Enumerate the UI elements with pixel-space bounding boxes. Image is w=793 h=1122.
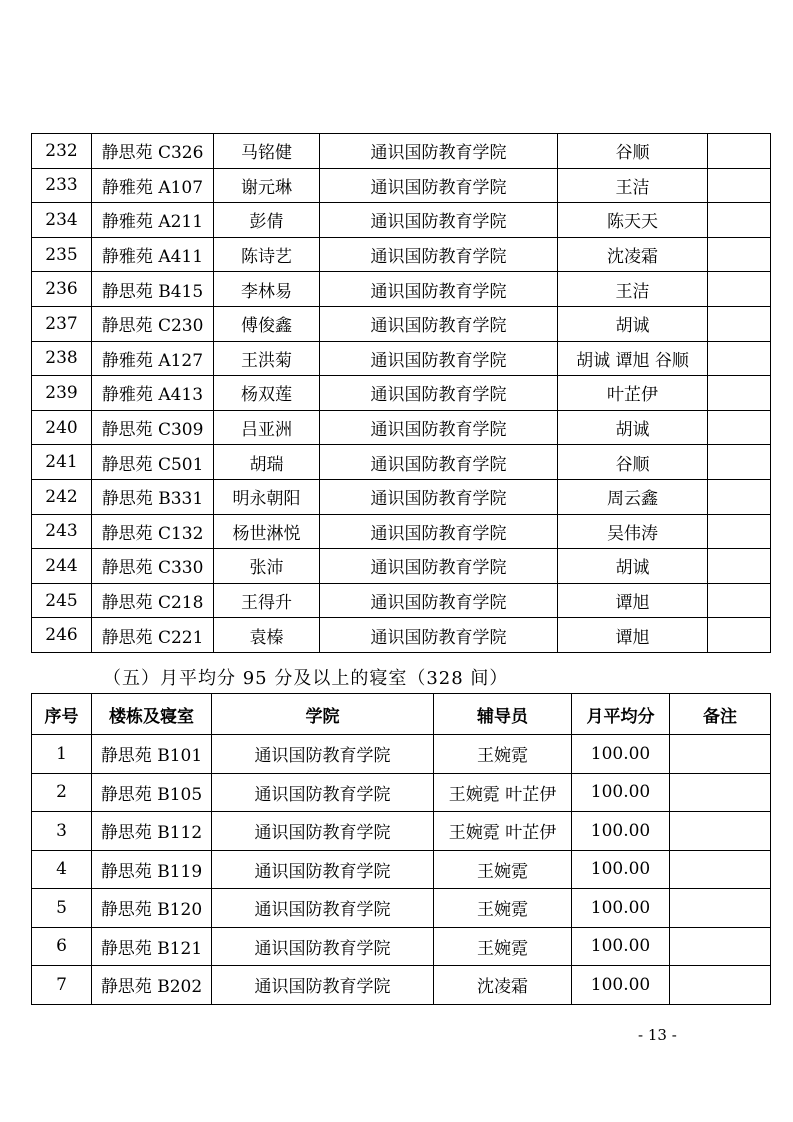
cell-remarks (670, 850, 771, 889)
cell-college: 通识国防教育学院 (320, 376, 558, 411)
cell-name: 明永朝阳 (214, 479, 320, 514)
cell-index: 2 (32, 773, 92, 812)
cell-index: 235 (32, 237, 92, 272)
cell-building-room: 静思苑 B119 (92, 850, 212, 889)
cell-college: 通识国防教育学院 (320, 618, 558, 653)
cell-college: 通识国防教育学院 (320, 410, 558, 445)
cell-name: 陈诗艺 (214, 237, 320, 272)
cell-index: 239 (32, 376, 92, 411)
cell-counselor: 王婉霓 (434, 850, 572, 889)
cell-college: 通识国防教育学院 (212, 889, 434, 928)
cell-monthly-average: 100.00 (572, 773, 670, 812)
cell-building-room: 静雅苑 A413 (92, 376, 214, 411)
cell-counselor: 谭旭 (558, 583, 708, 618)
cell-college: 通识国防教育学院 (320, 341, 558, 376)
cell-name: 杨世淋悦 (214, 514, 320, 549)
table-row (32, 850, 771, 889)
cell-building-room: 静思苑 C501 (92, 445, 214, 480)
cell-counselor: 王婉霓 (434, 889, 572, 928)
cell-remarks (708, 479, 771, 514)
cell-building-room: 静思苑 B415 (92, 272, 214, 307)
cell-counselor: 谷顺 (558, 134, 708, 169)
cell-college: 通识国防教育学院 (320, 203, 558, 238)
cell-remarks (708, 618, 771, 653)
cell-index: 7 (32, 966, 92, 1005)
high-score-dormitory-table (31, 693, 771, 1005)
cell-remarks (708, 203, 771, 238)
table-row (32, 134, 771, 169)
cell-name: 张沛 (214, 549, 320, 584)
cell-building-room: 静思苑 B101 (92, 735, 212, 774)
cell-counselor: 胡诚 谭旭 谷顺 (558, 341, 708, 376)
cell-index: 243 (32, 514, 92, 549)
cell-college: 通识国防教育学院 (320, 306, 558, 341)
cell-college: 通识国防教育学院 (212, 773, 434, 812)
table-row (32, 966, 771, 1005)
table-row (32, 376, 771, 411)
header-index: 序号 (32, 694, 92, 735)
cell-counselor: 王婉霓 (434, 735, 572, 774)
cell-college: 通识国防教育学院 (212, 850, 434, 889)
cell-college: 通识国防教育学院 (320, 134, 558, 169)
cell-index: 4 (32, 850, 92, 889)
header-remarks: 备注 (670, 694, 771, 735)
cell-counselor: 王洁 (558, 272, 708, 307)
cell-building-room: 静思苑 C221 (92, 618, 214, 653)
cell-name: 傅俊鑫 (214, 306, 320, 341)
table-row (32, 272, 771, 307)
cell-index: 233 (32, 168, 92, 203)
table-row (32, 410, 771, 445)
cell-remarks (708, 306, 771, 341)
cell-remarks (670, 889, 771, 928)
cell-college: 通识国防教育学院 (320, 272, 558, 307)
cell-counselor: 陈天天 (558, 203, 708, 238)
cell-remarks (708, 583, 771, 618)
cell-index: 242 (32, 479, 92, 514)
cell-building-room: 静思苑 C326 (92, 134, 214, 169)
cell-index: 244 (32, 549, 92, 584)
cell-remarks (708, 410, 771, 445)
table-row (32, 812, 771, 851)
cell-name: 马铭健 (214, 134, 320, 169)
cell-building-room: 静思苑 B105 (92, 773, 212, 812)
cell-monthly-average: 100.00 (572, 850, 670, 889)
cell-building-room: 静思苑 C218 (92, 583, 214, 618)
cell-counselor: 王婉霓 叶芷伊 (434, 812, 572, 851)
cell-name: 王洪菊 (214, 341, 320, 376)
cell-counselor: 叶芷伊 (558, 376, 708, 411)
cell-index: 234 (32, 203, 92, 238)
cell-remarks (708, 272, 771, 307)
cell-counselor: 王洁 (558, 168, 708, 203)
table-row (32, 341, 771, 376)
cell-building-room: 静思苑 C230 (92, 306, 214, 341)
cell-counselor: 周云鑫 (558, 479, 708, 514)
cell-counselor: 沈凌霜 (558, 237, 708, 272)
cell-remarks (670, 927, 771, 966)
cell-remarks (708, 168, 771, 203)
cell-index: 3 (32, 812, 92, 851)
table-row (32, 618, 771, 653)
cell-building-room: 静思苑 B331 (92, 479, 214, 514)
table-row (32, 549, 771, 584)
cell-remarks (708, 549, 771, 584)
cell-counselor: 沈凌霜 (434, 966, 572, 1005)
table-row (32, 306, 771, 341)
cell-name: 谢元琳 (214, 168, 320, 203)
cell-counselor: 谷顺 (558, 445, 708, 480)
table-row (32, 735, 771, 774)
cell-building-room: 静思苑 B112 (92, 812, 212, 851)
cell-counselor: 吴伟涛 (558, 514, 708, 549)
cell-index: 245 (32, 583, 92, 618)
cell-remarks (708, 376, 771, 411)
dormitory-table-continued (31, 133, 771, 653)
cell-remarks (670, 812, 771, 851)
cell-index: 238 (32, 341, 92, 376)
cell-name: 袁榛 (214, 618, 320, 653)
cell-name: 杨双莲 (214, 376, 320, 411)
header-monthly-average: 月平均分 (572, 694, 670, 735)
table-header-row (32, 694, 771, 735)
cell-index: 232 (32, 134, 92, 169)
cell-college: 通识国防教育学院 (320, 514, 558, 549)
cell-remarks (708, 341, 771, 376)
table-row (32, 927, 771, 966)
cell-name: 王得升 (214, 583, 320, 618)
cell-college: 通识国防教育学院 (212, 966, 434, 1005)
cell-building-room: 静雅苑 A211 (92, 203, 214, 238)
cell-building-room: 静思苑 C309 (92, 410, 214, 445)
cell-name: 吕亚洲 (214, 410, 320, 445)
table-row (32, 168, 771, 203)
cell-remarks (670, 773, 771, 812)
cell-name: 李林易 (214, 272, 320, 307)
cell-counselor: 谭旭 (558, 618, 708, 653)
cell-index: 1 (32, 735, 92, 774)
cell-remarks (670, 966, 771, 1005)
cell-counselor: 王婉霓 (434, 927, 572, 966)
table-row (32, 583, 771, 618)
cell-remarks (708, 237, 771, 272)
cell-index: 240 (32, 410, 92, 445)
header-building-room: 楼栋及寝室 (92, 694, 212, 735)
cell-remarks (708, 514, 771, 549)
cell-counselor: 胡诚 (558, 410, 708, 445)
cell-college: 通识国防教育学院 (320, 445, 558, 480)
cell-college: 通识国防教育学院 (212, 812, 434, 851)
cell-college: 通识国防教育学院 (212, 735, 434, 774)
cell-building-room: 静思苑 B121 (92, 927, 212, 966)
cell-monthly-average: 100.00 (572, 735, 670, 774)
header-college: 学院 (212, 694, 434, 735)
cell-counselor: 胡诚 (558, 306, 708, 341)
cell-monthly-average: 100.00 (572, 966, 670, 1005)
cell-building-room: 静思苑 B202 (92, 966, 212, 1005)
cell-building-room: 静雅苑 A411 (92, 237, 214, 272)
cell-index: 5 (32, 889, 92, 928)
cell-index: 246 (32, 618, 92, 653)
cell-college: 通识国防教育学院 (320, 168, 558, 203)
cell-counselor: 胡诚 (558, 549, 708, 584)
cell-college: 通识国防教育学院 (320, 549, 558, 584)
cell-monthly-average: 100.00 (572, 927, 670, 966)
cell-name: 彭倩 (214, 203, 320, 238)
cell-building-room: 静雅苑 A127 (92, 341, 214, 376)
page-number: - 13 - (638, 1026, 677, 1044)
table-row (32, 773, 771, 812)
cell-index: 236 (32, 272, 92, 307)
cell-remarks (708, 445, 771, 480)
cell-college: 通识国防教育学院 (320, 479, 558, 514)
cell-college: 通识国防教育学院 (320, 237, 558, 272)
table-row (32, 889, 771, 928)
cell-remarks (670, 735, 771, 774)
table-row (32, 445, 771, 480)
cell-college: 通识国防教育学院 (320, 583, 558, 618)
cell-remarks (708, 134, 771, 169)
table-row (32, 514, 771, 549)
cell-building-room: 静思苑 C330 (92, 549, 214, 584)
cell-building-room: 静思苑 B120 (92, 889, 212, 928)
cell-index: 6 (32, 927, 92, 966)
cell-building-room: 静思苑 C132 (92, 514, 214, 549)
cell-building-room: 静雅苑 A107 (92, 168, 214, 203)
cell-name: 胡瑞 (214, 445, 320, 480)
cell-monthly-average: 100.00 (572, 889, 670, 928)
cell-index: 237 (32, 306, 92, 341)
table-row (32, 237, 771, 272)
table-row (32, 203, 771, 238)
cell-college: 通识国防教育学院 (212, 927, 434, 966)
table-row (32, 479, 771, 514)
header-counselor: 辅导员 (434, 694, 572, 735)
cell-counselor: 王婉霓 叶芷伊 (434, 773, 572, 812)
section-heading: （五）月平均分 95 分及以上的寝室（328 间） (103, 668, 509, 689)
cell-index: 241 (32, 445, 92, 480)
cell-monthly-average: 100.00 (572, 812, 670, 851)
